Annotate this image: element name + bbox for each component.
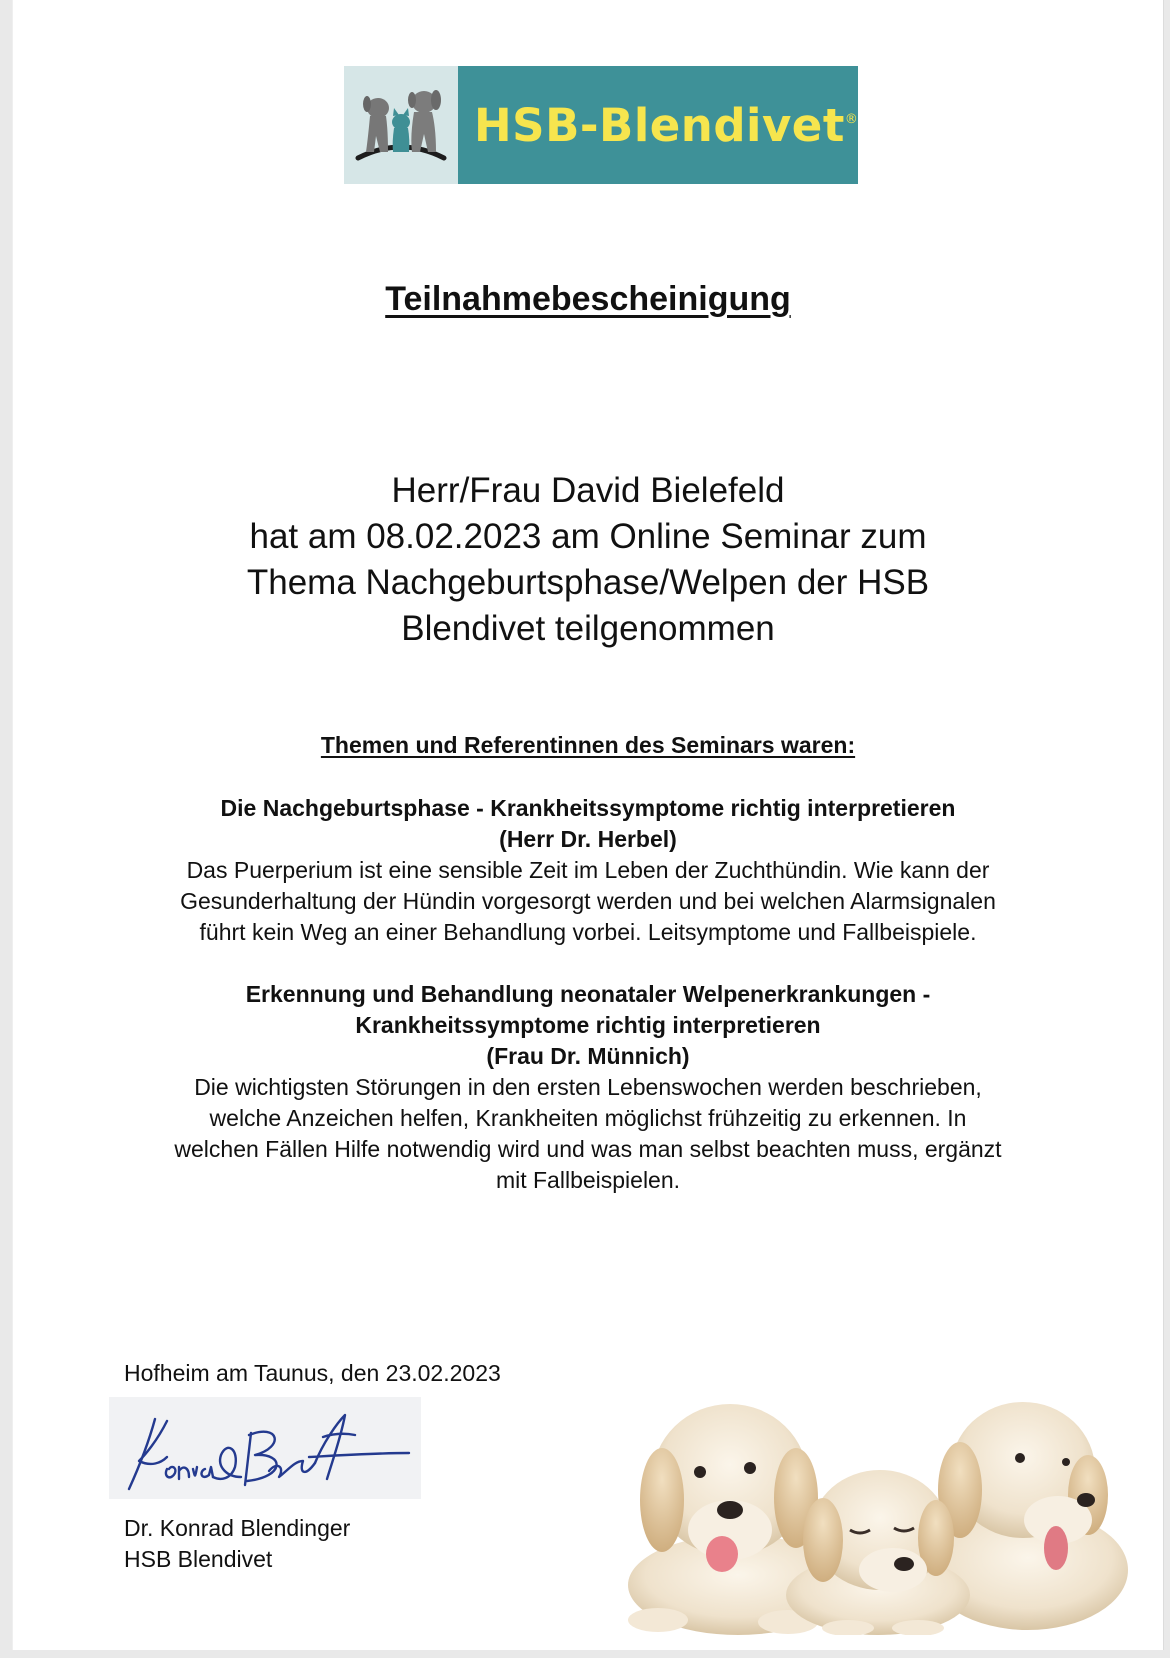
topic-block [13, 793, 1163, 948]
puppies-photo [618, 1370, 1138, 1635]
statement-line: Thema Nachgeburtsphase/Welpen der HSB [246, 563, 930, 602]
certificate-page [12, 0, 1164, 1650]
topic-description-line: Das Puerperium ist eine sensible Zeit im Leben der Zuchthündin. Wie kann der [186, 857, 990, 883]
topic-description-line: führt kein Weg an einer Behandlung vorbei. Leitsymptome und Fallbeispiele. [199, 919, 977, 945]
topic-title: Krankheitssymptome richtig interpretieren [355, 1012, 821, 1038]
signer-block [124, 1513, 350, 1575]
participation-statement [13, 468, 1163, 652]
statement-line: Blendivet teilgenommen [401, 609, 775, 648]
pets-logo-icon [344, 66, 458, 184]
logo-brand-text: HSB-Blendivet [474, 98, 845, 152]
document-title: Teilnahmebescheinigung [385, 280, 791, 318]
topic-block [13, 979, 1163, 1196]
topic-speaker: (Frau Dr. Münnich) [486, 1043, 690, 1069]
logo-brand-band [458, 66, 858, 184]
topic-title: Die Nachgeburtsphase - Krankheitssymptome richtig interpretieren [220, 795, 956, 821]
topic-title: Erkennung und Behandlung neonataler Welpenerkrankungen - [245, 981, 931, 1007]
topic-description-line: Die wichtigsten Störungen in den ersten Lebenswochen werden beschrieben, [194, 1074, 982, 1100]
signer-organization: HSB Blendivet [124, 1546, 273, 1572]
statement-line: hat am 08.02.2023 am Online Seminar zum [249, 517, 927, 556]
statement-line: Herr/Frau David Bielefeld [391, 471, 785, 510]
signer-name: Dr. Konrad Blendinger [124, 1515, 351, 1541]
topic-description-line: welchen Fällen Hilfe notwendig wird und was man selbst beachten muss, ergänzt [174, 1136, 1002, 1162]
registered-mark: ® [844, 111, 858, 127]
topics-heading: Themen und Referentinnen des Seminars waren: [320, 732, 856, 758]
place-and-date: Hofheim am Taunus, den 23.02.2023 [124, 1360, 501, 1386]
topic-description-line: Gesunderhaltung der Hündin vorgesorgt werden und bei welchen Alarmsignalen [180, 888, 996, 914]
topic-description-line: welche Anzeichen helfen, Krankheiten möglichst frühzeitig zu erkennen. In [209, 1105, 967, 1131]
hsb-blendivet-logo [344, 66, 858, 184]
topic-description-line: mit Fallbeispielen. [495, 1167, 681, 1193]
topic-speaker: (Herr Dr. Herbel) [499, 826, 677, 852]
handwritten-signature [109, 1397, 421, 1499]
